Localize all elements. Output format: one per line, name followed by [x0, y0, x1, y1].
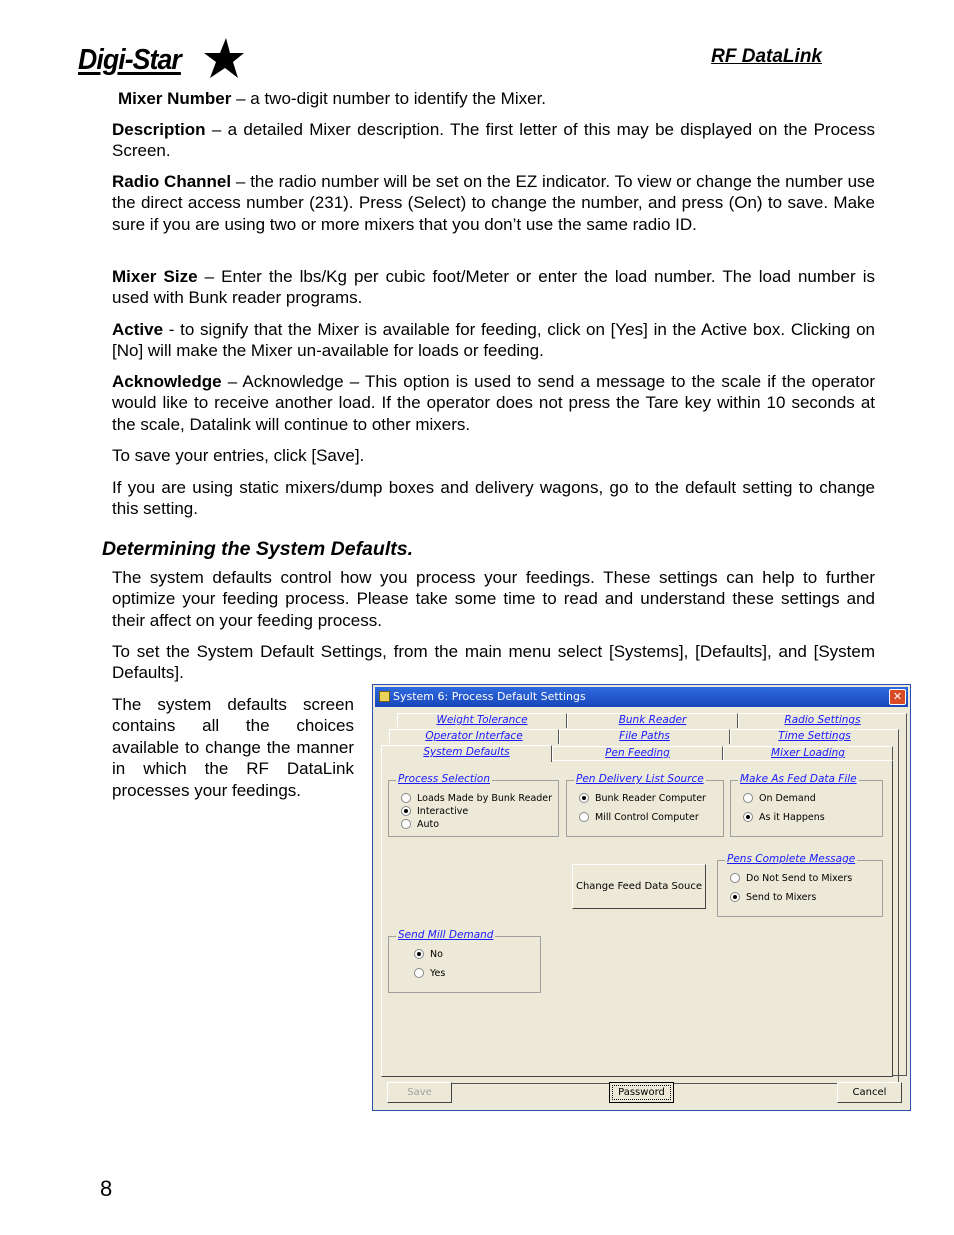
paragraph-mixer-size — [112, 266, 875, 309]
radio-on-demand[interactable] — [743, 793, 816, 805]
dialog-title: System 6: Process Default Settings — [393, 690, 586, 703]
radio-label: Send to Mixers — [746, 892, 817, 903]
definition: - to signify that the Mixer is available for feeding, click on [Yes] in the Active box. Clicking on [No] will make the Mixer un-available for loads or feeding. — [112, 320, 875, 361]
send-mill-demand-group — [388, 929, 541, 993]
definition: – a detailed Mixer description. The first letter of this may be displayed on the Process Screen. — [112, 120, 875, 161]
radio-button[interactable] — [414, 968, 424, 978]
radio-interactive[interactable] — [401, 806, 468, 818]
password-button[interactable]: Password — [609, 1082, 674, 1103]
tab-time-settings[interactable]: Time Settings — [730, 729, 899, 744]
radio-button[interactable] — [414, 949, 424, 959]
radio-label: Loads Made by Bunk Reader — [417, 793, 553, 804]
term: Description — [112, 120, 206, 139]
radio-label: Auto — [417, 819, 440, 830]
pens-complete-message-group — [717, 853, 883, 917]
radio-button[interactable] — [730, 892, 740, 902]
radio-button[interactable] — [579, 793, 589, 803]
system-defaults-panel — [381, 760, 893, 1077]
tab-system-defaults[interactable]: System Defaults — [381, 745, 552, 762]
dialog-titlebar — [375, 687, 908, 707]
term: Acknowledge — [112, 372, 222, 391]
group-label: Pens Complete Message — [727, 853, 856, 865]
definition: – Enter the lbs/Kg per cubic foot/Meter or enter the load number. The load number is used with Bunk reader programs. — [112, 267, 875, 308]
definition: – a two-digit number to identify the Mixer. — [231, 89, 547, 108]
paragraph-save: To save your entries, click [Save]. — [112, 446, 365, 465]
definition: – the radio number will be set on the EZ indicator. To view or change the number use the direct access number (231). Press (Select) to change the number, and press (On) to save. Make sure if you are using two or more mixers that you don’t use the same radio ID. — [112, 172, 875, 234]
paragraph-acknowledge — [112, 371, 875, 435]
radio-button[interactable] — [743, 812, 753, 822]
app-icon — [379, 691, 390, 702]
close-icon[interactable]: ✕ — [889, 689, 906, 705]
group-label: Make As Fed Data File — [740, 773, 857, 785]
tab-radio-settings[interactable]: Radio Settings — [738, 713, 907, 728]
radio-label: As it Happens — [759, 812, 825, 823]
radio-auto[interactable] — [401, 819, 439, 831]
term: Radio Channel — [112, 172, 232, 191]
radio-button[interactable] — [743, 793, 753, 803]
radio-label: Mill Control Computer — [595, 812, 699, 823]
pen-delivery-group — [566, 773, 724, 837]
paragraph-radio-channel — [112, 171, 875, 235]
radio-as-it-happens[interactable] — [743, 812, 825, 824]
paragraph-active — [112, 319, 875, 362]
process-selection-group — [388, 773, 559, 837]
star-icon — [200, 38, 244, 82]
radio-label: Yes — [430, 968, 446, 979]
change-feed-data-source-button[interactable]: Change Feed Data Souce — [572, 864, 706, 909]
paragraph-description — [112, 119, 875, 162]
logo-text: Digi-Star — [78, 44, 181, 76]
save-button[interactable]: Save — [387, 1082, 452, 1103]
radio-mill-control-computer[interactable] — [579, 812, 699, 824]
paragraph-static-mixers: If you are using static mixers/dump boxes and delivery wagons, go to the default setting to change this setting. — [112, 478, 875, 519]
make-as-fed-group — [730, 773, 883, 837]
radio-label: Interactive — [417, 806, 469, 817]
radio-button[interactable] — [401, 793, 411, 803]
section-paragraph-3: The system defaults screen contains all the choices available to change the manner in which the RF DataLink processes your feedings. — [112, 695, 354, 800]
section-paragraph-1: The system defaults control how you process your feedings. These settings can help to further optimize your feeding process. Please take some time to read and understand these settings and their affect on your feeding process. — [112, 568, 875, 630]
process-default-settings-dialog — [372, 684, 911, 1111]
definition: – Acknowledge – This option is used to send a message to the scale if the operator would like to receive another load. If the operator does not press the Tare key within 10 seconds at the scale, Datalink will continue to other mixers. — [112, 372, 875, 434]
radio-bunk-reader-computer[interactable] — [579, 793, 706, 805]
radio-button[interactable] — [401, 819, 411, 829]
section-heading: Determining the System Defaults. — [102, 538, 413, 560]
radio-button[interactable] — [579, 812, 589, 822]
radio-label: Bunk Reader Computer — [595, 793, 706, 804]
radio-button[interactable] — [401, 806, 411, 816]
radio-button[interactable] — [730, 873, 740, 883]
tab-operator-interface[interactable]: Operator Interface — [389, 729, 559, 744]
term: Mixer Size — [112, 267, 198, 286]
radio-label: Do Not Send to Mixers — [746, 873, 853, 884]
tab-bunk-reader[interactable]: Bunk Reader — [567, 713, 738, 728]
group-label: Pen Delivery List Source — [576, 773, 704, 785]
cancel-button[interactable]: Cancel — [837, 1082, 902, 1103]
page-number: 8 — [100, 1176, 113, 1201]
document-title: RF DataLink — [711, 46, 822, 67]
tab-mixer-loading[interactable]: Mixer Loading — [723, 746, 893, 761]
tab-pen-feeding[interactable]: Pen Feeding — [552, 746, 723, 761]
radio-label: On Demand — [759, 793, 816, 804]
group-label: Send Mill Demand — [398, 929, 494, 941]
digi-star-logo — [78, 38, 244, 82]
radio-yes[interactable] — [414, 968, 445, 980]
radio-send-to-mixers[interactable] — [730, 892, 816, 904]
radio-do-not-send-to-mixers[interactable] — [730, 873, 852, 885]
group-label: Process Selection — [398, 773, 490, 785]
radio-no[interactable] — [414, 949, 443, 961]
term: Mixer Number — [118, 89, 232, 108]
tab-file-paths[interactable]: File Paths — [559, 729, 730, 744]
radio-loads-made-by-bunk-reader[interactable] — [401, 793, 552, 805]
radio-label: No — [430, 949, 443, 960]
section-paragraph-2: To set the System Default Settings, from the main menu select [Systems], [Defaults], and [System Defaults]. — [112, 642, 875, 683]
term: Active — [112, 320, 164, 339]
tab-weight-tolerance[interactable]: Weight Tolerance — [397, 713, 567, 728]
paragraph-mixer-number — [118, 88, 881, 109]
